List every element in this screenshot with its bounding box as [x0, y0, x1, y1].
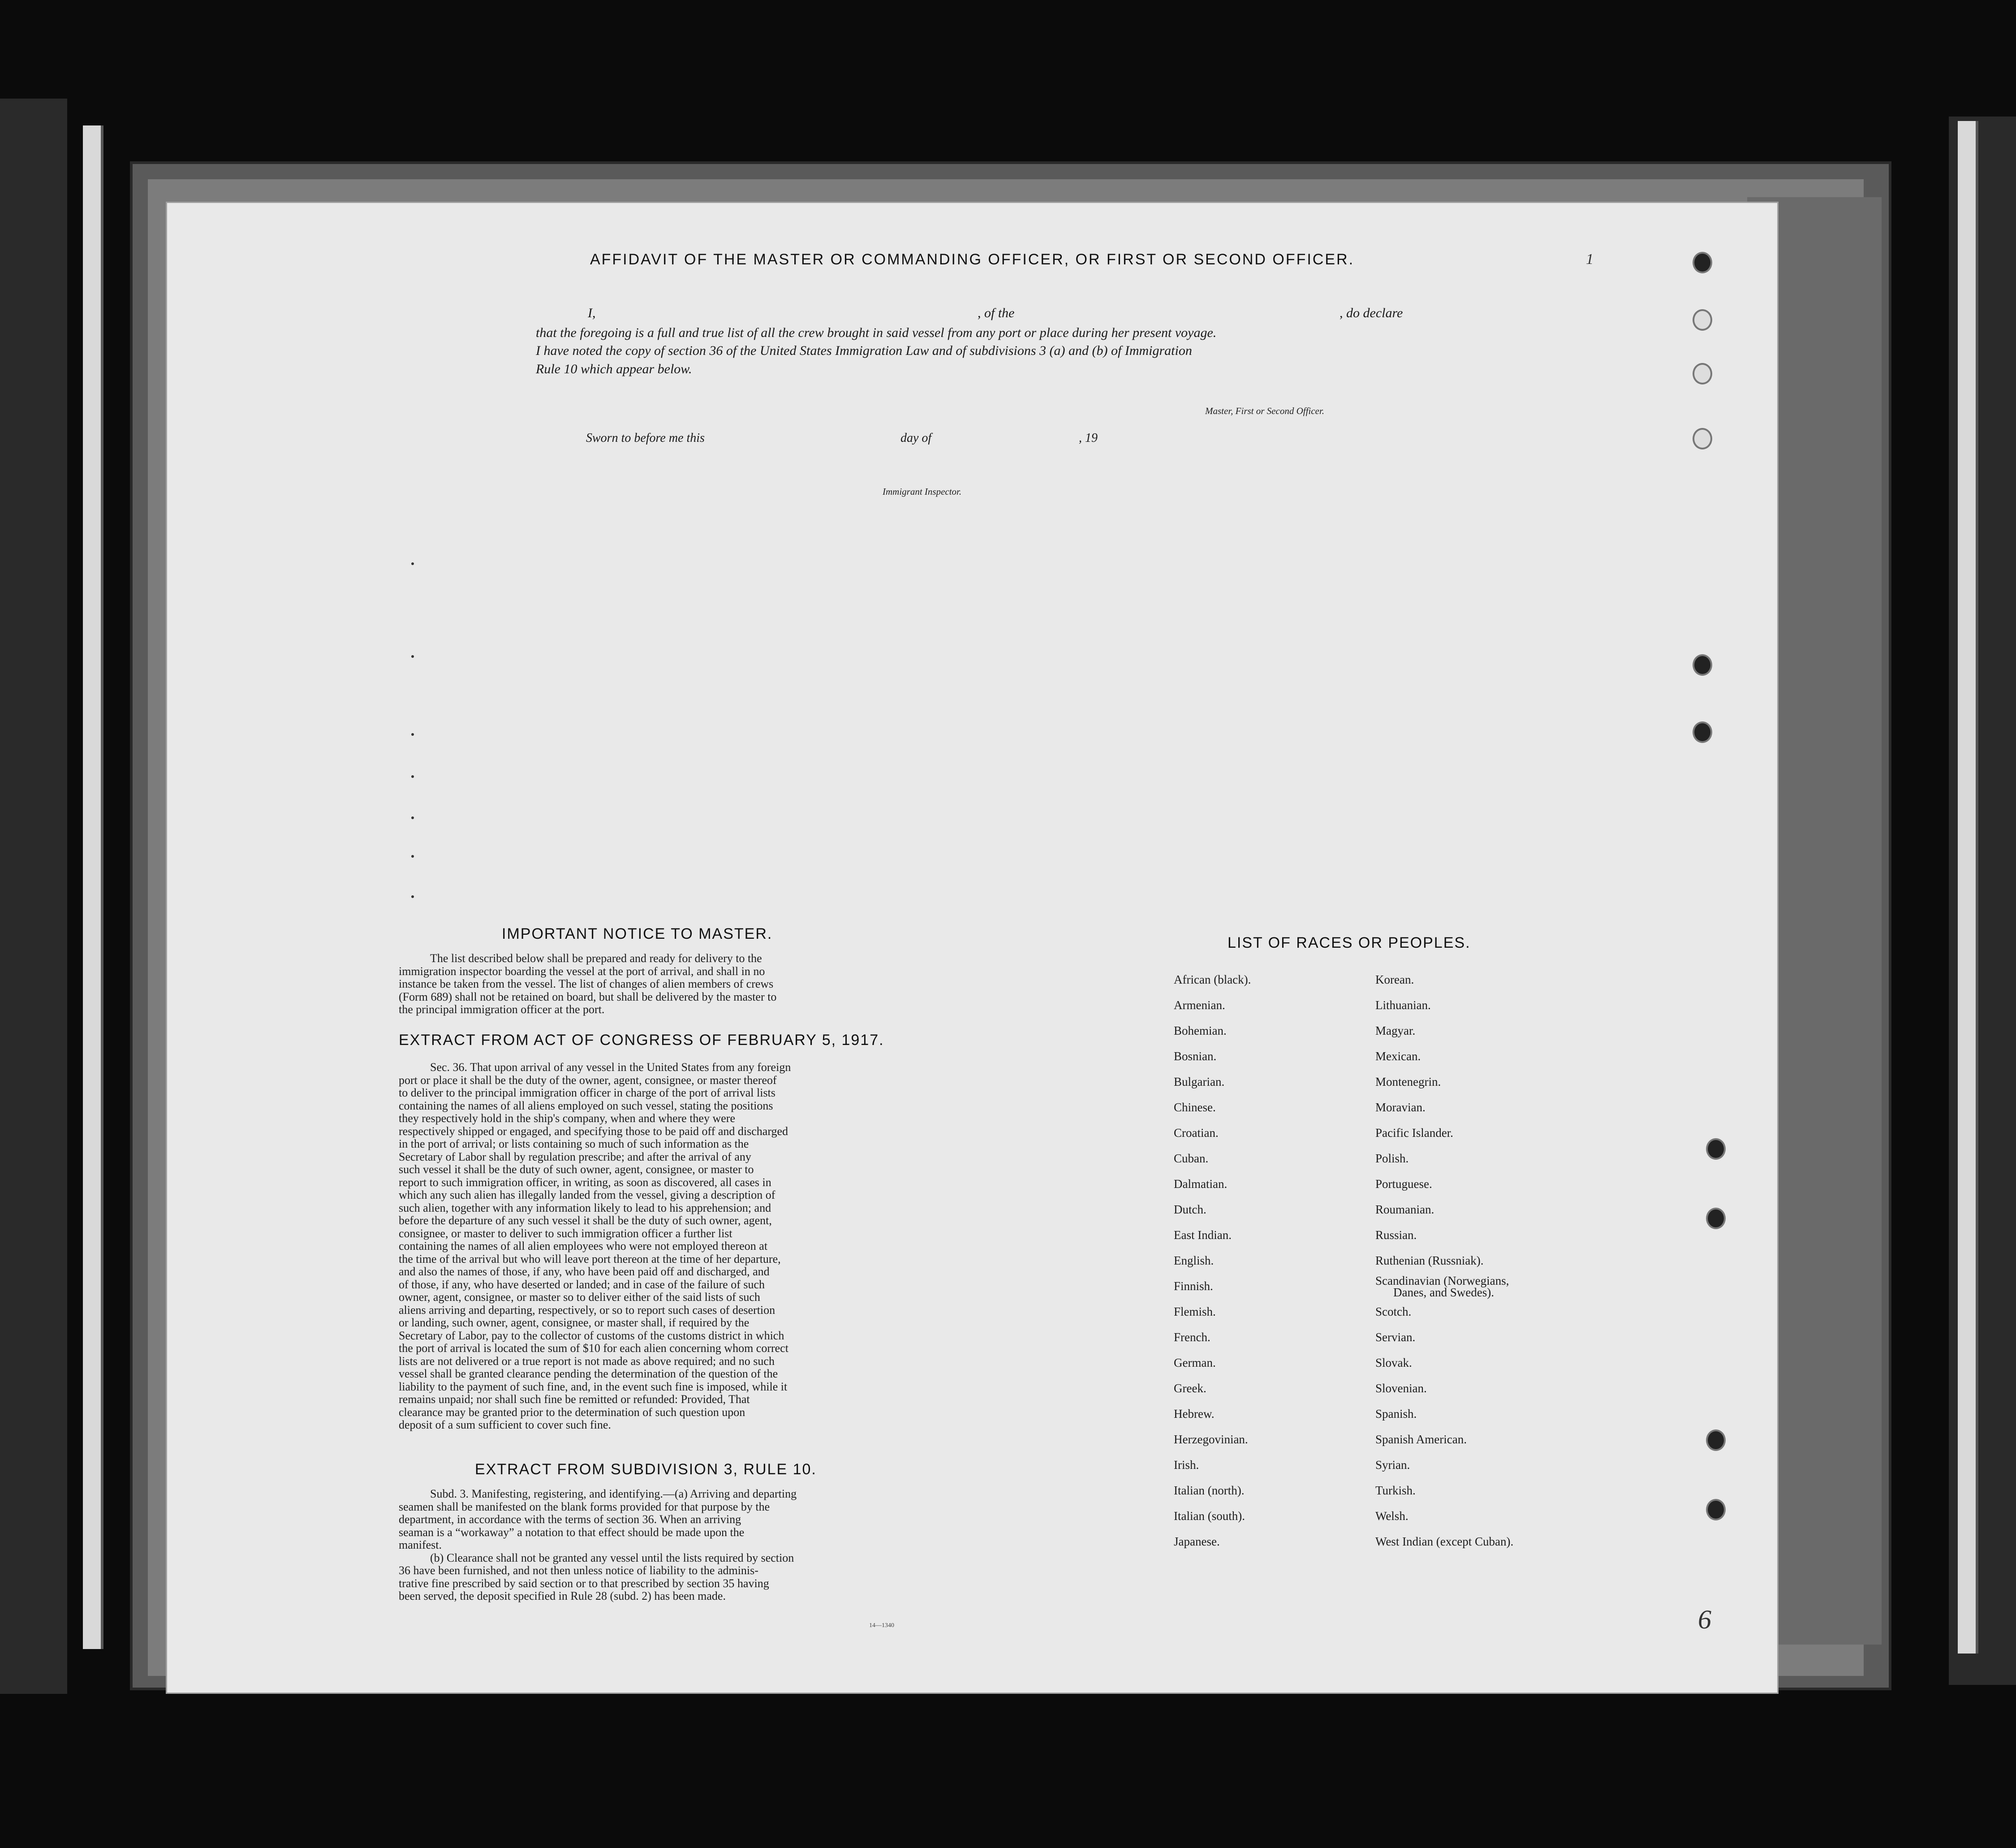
race-right: Syrian. — [1375, 1458, 1410, 1472]
act-title: EXTRACT FROM ACT OF CONGRESS OF FEBRUARY 5, 1917. — [399, 1032, 884, 1049]
declaration-line-3: I have noted the copy of section 36 of the United States Immigration Law and of subdivisions 3 (a) and (b) of Immigration — [536, 343, 1192, 358]
notice-line: instance be taken from the vessel. The list of changes of alien members of crews — [399, 977, 774, 990]
race-left: French. — [1174, 1330, 1210, 1344]
race-left: English. — [1174, 1254, 1214, 1267]
sworn-label: Sworn to before me this — [586, 431, 705, 445]
row-dot — [411, 816, 414, 819]
notice-title: IMPORTANT NOTICE TO MASTER. — [502, 925, 773, 942]
race-right: Scotch. — [1375, 1305, 1412, 1318]
notice-text — [399, 952, 1089, 1016]
act-line: vessel shall be granted clearance pending the determination of the question of the — [399, 1367, 778, 1380]
master-signature-label: Master, First or Second Officer. — [1205, 406, 1324, 416]
act-line: containing the names of all aliens employed on such vessel, stating the positions — [399, 1099, 773, 1112]
act-line: remains unpaid; nor shall such fine be remitted or refunded: Provided, That — [399, 1393, 750, 1406]
punch-hole — [1706, 1138, 1726, 1160]
act-line: liability to the payment of such fine, and, in the event such fine is imposed, while it — [399, 1380, 788, 1393]
declaration-i: I, — [588, 306, 596, 320]
act-line: they respectively hold in the ship's company, when and where they were — [399, 1112, 735, 1125]
act-line: or landing, such owner, agent, consignee, or master shall, if required by the — [399, 1316, 750, 1329]
race-right: Magyar. — [1375, 1024, 1416, 1037]
race-left: African (black). — [1174, 973, 1251, 986]
inspector-signature-label: Immigrant Inspector. — [883, 486, 962, 497]
rule-line: Subd. 3. Manifesting, registering, and identifying.—(a) Arriving and departing — [430, 1487, 797, 1500]
affidavit-title: AFFIDAVIT OF THE MASTER OR COMMANDING OFFICER, OR FIRST OR SECOND OFFICER. — [590, 251, 1355, 268]
act-line: respectively shipped or engaged, and specifying those to be paid off and discharged — [399, 1124, 788, 1138]
race-left: Flemish. — [1174, 1305, 1216, 1318]
punch-hole — [1706, 1499, 1726, 1520]
notice-line: (Form 689) shall not be retained on board, but shall be delivered by the master to — [399, 990, 777, 1003]
race-right: Spanish. — [1375, 1407, 1417, 1421]
row-dot — [411, 775, 414, 778]
act-line: such alien, together with any information likely to lead to his apprehension; and — [399, 1201, 771, 1214]
race-right: Servian. — [1375, 1330, 1416, 1344]
notice-line: immigration inspector boarding the vessel at the port of arrival, and shall in no — [399, 964, 765, 978]
act-line: to deliver to the principal immigration officer in charge of the port of arrival lists — [399, 1086, 775, 1099]
act-line: containing the names of all alien employees who were not employed thereon at — [399, 1239, 768, 1252]
race-right: Welsh. — [1375, 1509, 1409, 1523]
race-right: Roumanian. — [1375, 1203, 1434, 1216]
row-dot — [411, 855, 414, 858]
race-left: Bohemian. — [1174, 1024, 1227, 1037]
race-left: Croatian. — [1174, 1126, 1219, 1140]
race-left: Japanese. — [1174, 1535, 1220, 1548]
row-dot — [411, 655, 414, 658]
race-right: Moravian. — [1375, 1101, 1426, 1114]
rule-line: department, in accordance with the terms of section 36. When an arriving — [399, 1513, 741, 1526]
race-left: Cuban. — [1174, 1152, 1209, 1165]
race-left: Finnish. — [1174, 1279, 1213, 1293]
act-text — [399, 1061, 1089, 1432]
punch-hole — [1693, 309, 1712, 331]
rule-line: manifest. — [399, 1538, 442, 1551]
notice-line: The list described below shall be prepared and ready for delivery to the — [430, 952, 762, 965]
act-line: the port of arrival is located the sum of $10 for each alien concerning whom correct — [399, 1342, 788, 1355]
day-of-label: day of — [900, 431, 932, 445]
right-binding-strip — [1958, 121, 1978, 1654]
rule-line: trative fine prescribed by said section or to that prescribed by section 35 having — [399, 1576, 769, 1590]
act-line: Sec. 36. That upon arrival of any vessel in the United States from any foreign — [430, 1061, 791, 1074]
race-right: Slovenian. — [1375, 1382, 1427, 1395]
punch-hole — [1693, 363, 1712, 384]
race-left: Dalmatian. — [1174, 1177, 1228, 1191]
race-left: Bulgarian. — [1174, 1075, 1225, 1088]
act-line: Secretary of Labor shall by regulation prescribe; and after the arrival of any — [399, 1150, 751, 1163]
act-line: of those, if any, who have deserted or landed; and in case of the failure of such — [399, 1278, 765, 1291]
form-number: 14—1340 — [869, 1622, 894, 1629]
race-right: Scandinavian (Norwegians, — [1375, 1274, 1509, 1287]
race-right: Mexican. — [1375, 1049, 1421, 1063]
race-right: Portuguese. — [1375, 1177, 1432, 1191]
punch-hole — [1693, 721, 1712, 743]
punch-hole — [1693, 428, 1712, 449]
act-line: and also the names of those, if any, who have been paid off and discharged, and — [399, 1265, 770, 1278]
act-line: the time of the arrival but who will leave port thereon at the time of her departure, — [399, 1252, 781, 1265]
race-right: Montenegrin. — [1375, 1075, 1441, 1088]
rule-line: seaman is a “workaway” a notation to that effect should be made upon the — [399, 1525, 745, 1539]
race-left: German. — [1174, 1356, 1216, 1369]
act-line: aliens arriving and departing, respectively, or so to report such cases of desertion — [399, 1303, 775, 1317]
act-line: which any such alien has illegally landed from the vessel, giving a description of — [399, 1188, 775, 1201]
race-left: East Indian. — [1174, 1228, 1232, 1242]
act-line: before the departure of any such vessel it shall be the duty of such owner, agent, — [399, 1214, 772, 1227]
act-line: port or place it shall be the duty of the owner, agent, consignee, or master thereof — [399, 1073, 777, 1087]
row-dot — [411, 562, 414, 565]
races-title: LIST OF RACES OR PEOPLES. — [1228, 934, 1471, 951]
race-left: Bosnian. — [1174, 1049, 1217, 1063]
race-left: Greek. — [1174, 1382, 1206, 1395]
race-right: Spanish American. — [1375, 1433, 1467, 1446]
year-label: , 19 — [1079, 431, 1098, 445]
rule-line: (b) Clearance shall not be granted any vessel until the lists required by section — [430, 1551, 794, 1564]
rule-line: 36 have been furnished, and not then unless notice of liability to the adminis- — [399, 1564, 758, 1577]
act-line: owner, agent, consignee, or master so to deliver either of the said lists of such — [399, 1291, 760, 1304]
act-line: such vessel it shall be the duty of such owner, agent, consignee, or master to — [399, 1163, 754, 1176]
notice-line: the principal immigration officer at the port. — [399, 1003, 605, 1016]
act-line: deposit of a sum sufficient to cover such fine. — [399, 1418, 611, 1431]
race-left: Chinese. — [1174, 1101, 1216, 1114]
race-right: Pacific Islander. — [1375, 1126, 1453, 1140]
race-right: Polish. — [1375, 1152, 1409, 1165]
left-binding-strip — [83, 125, 103, 1649]
act-line: Secretary of Labor, pay to the collector of customs of the customs district in which — [399, 1329, 784, 1342]
act-line: clearance may be granted prior to the determination of such question upon — [399, 1405, 745, 1419]
row-dot — [411, 895, 414, 898]
rule-text — [399, 1488, 1089, 1603]
race-right: Ruthenian (Russniak). — [1375, 1254, 1484, 1267]
handwritten-tick-mark: 1 — [1586, 251, 1594, 268]
rule-line: been served, the deposit specified in Rule 28 (subd. 2) has been made. — [399, 1589, 726, 1602]
race-left: Dutch. — [1174, 1203, 1206, 1216]
race-left: Hebrew. — [1174, 1407, 1215, 1421]
declaration-of-the: , of the — [978, 306, 1015, 320]
row-dot — [411, 733, 414, 736]
race-right: Lithuanian. — [1375, 998, 1431, 1012]
race-right: Turkish. — [1375, 1484, 1416, 1497]
manifest-sheet — [166, 202, 1779, 1694]
declaration-line-4: Rule 10 which appear below. — [536, 362, 692, 376]
rule-title: EXTRACT FROM SUBDIVISION 3, RULE 10. — [475, 1461, 817, 1478]
act-line: in the port of arrival; or lists containing so much of such information as the — [399, 1137, 749, 1150]
punch-hole — [1706, 1208, 1726, 1229]
declaration-line-2: that the foregoing is a full and true list of all the crew brought in said vessel from any port or place during her present voyage. — [536, 325, 1217, 340]
act-line: lists are not delivered or a true report is not made as above required; and no such — [399, 1354, 775, 1368]
race-right: Slovak. — [1375, 1356, 1412, 1369]
race-right: Korean. — [1375, 973, 1414, 986]
declaration-do-declare: , do declare — [1340, 306, 1403, 320]
handwritten-page-mark: 6 — [1698, 1605, 1711, 1634]
race-right: West Indian (except Cuban). — [1375, 1535, 1514, 1548]
race-left: Armenian. — [1174, 998, 1225, 1012]
race-right: Russian. — [1375, 1228, 1417, 1242]
act-line: consignee, or master to deliver to such immigration officer a further list — [399, 1226, 732, 1240]
rule-line: seamen shall be manifested on the blank forms provided for that purpose by the — [399, 1500, 770, 1513]
race-left: Herzegovinian. — [1174, 1433, 1248, 1446]
race-left: Italian (south). — [1174, 1509, 1245, 1523]
race-left: Irish. — [1174, 1458, 1199, 1472]
punch-hole — [1693, 654, 1712, 676]
punch-hole — [1706, 1429, 1726, 1451]
scan-left-margin — [0, 99, 67, 1694]
race-left: Italian (north). — [1174, 1484, 1245, 1497]
race-right: Danes, and Swedes). — [1393, 1286, 1494, 1299]
act-line: report to such immigration officer, in writing, as soon as discovered, all cases in — [399, 1175, 771, 1189]
